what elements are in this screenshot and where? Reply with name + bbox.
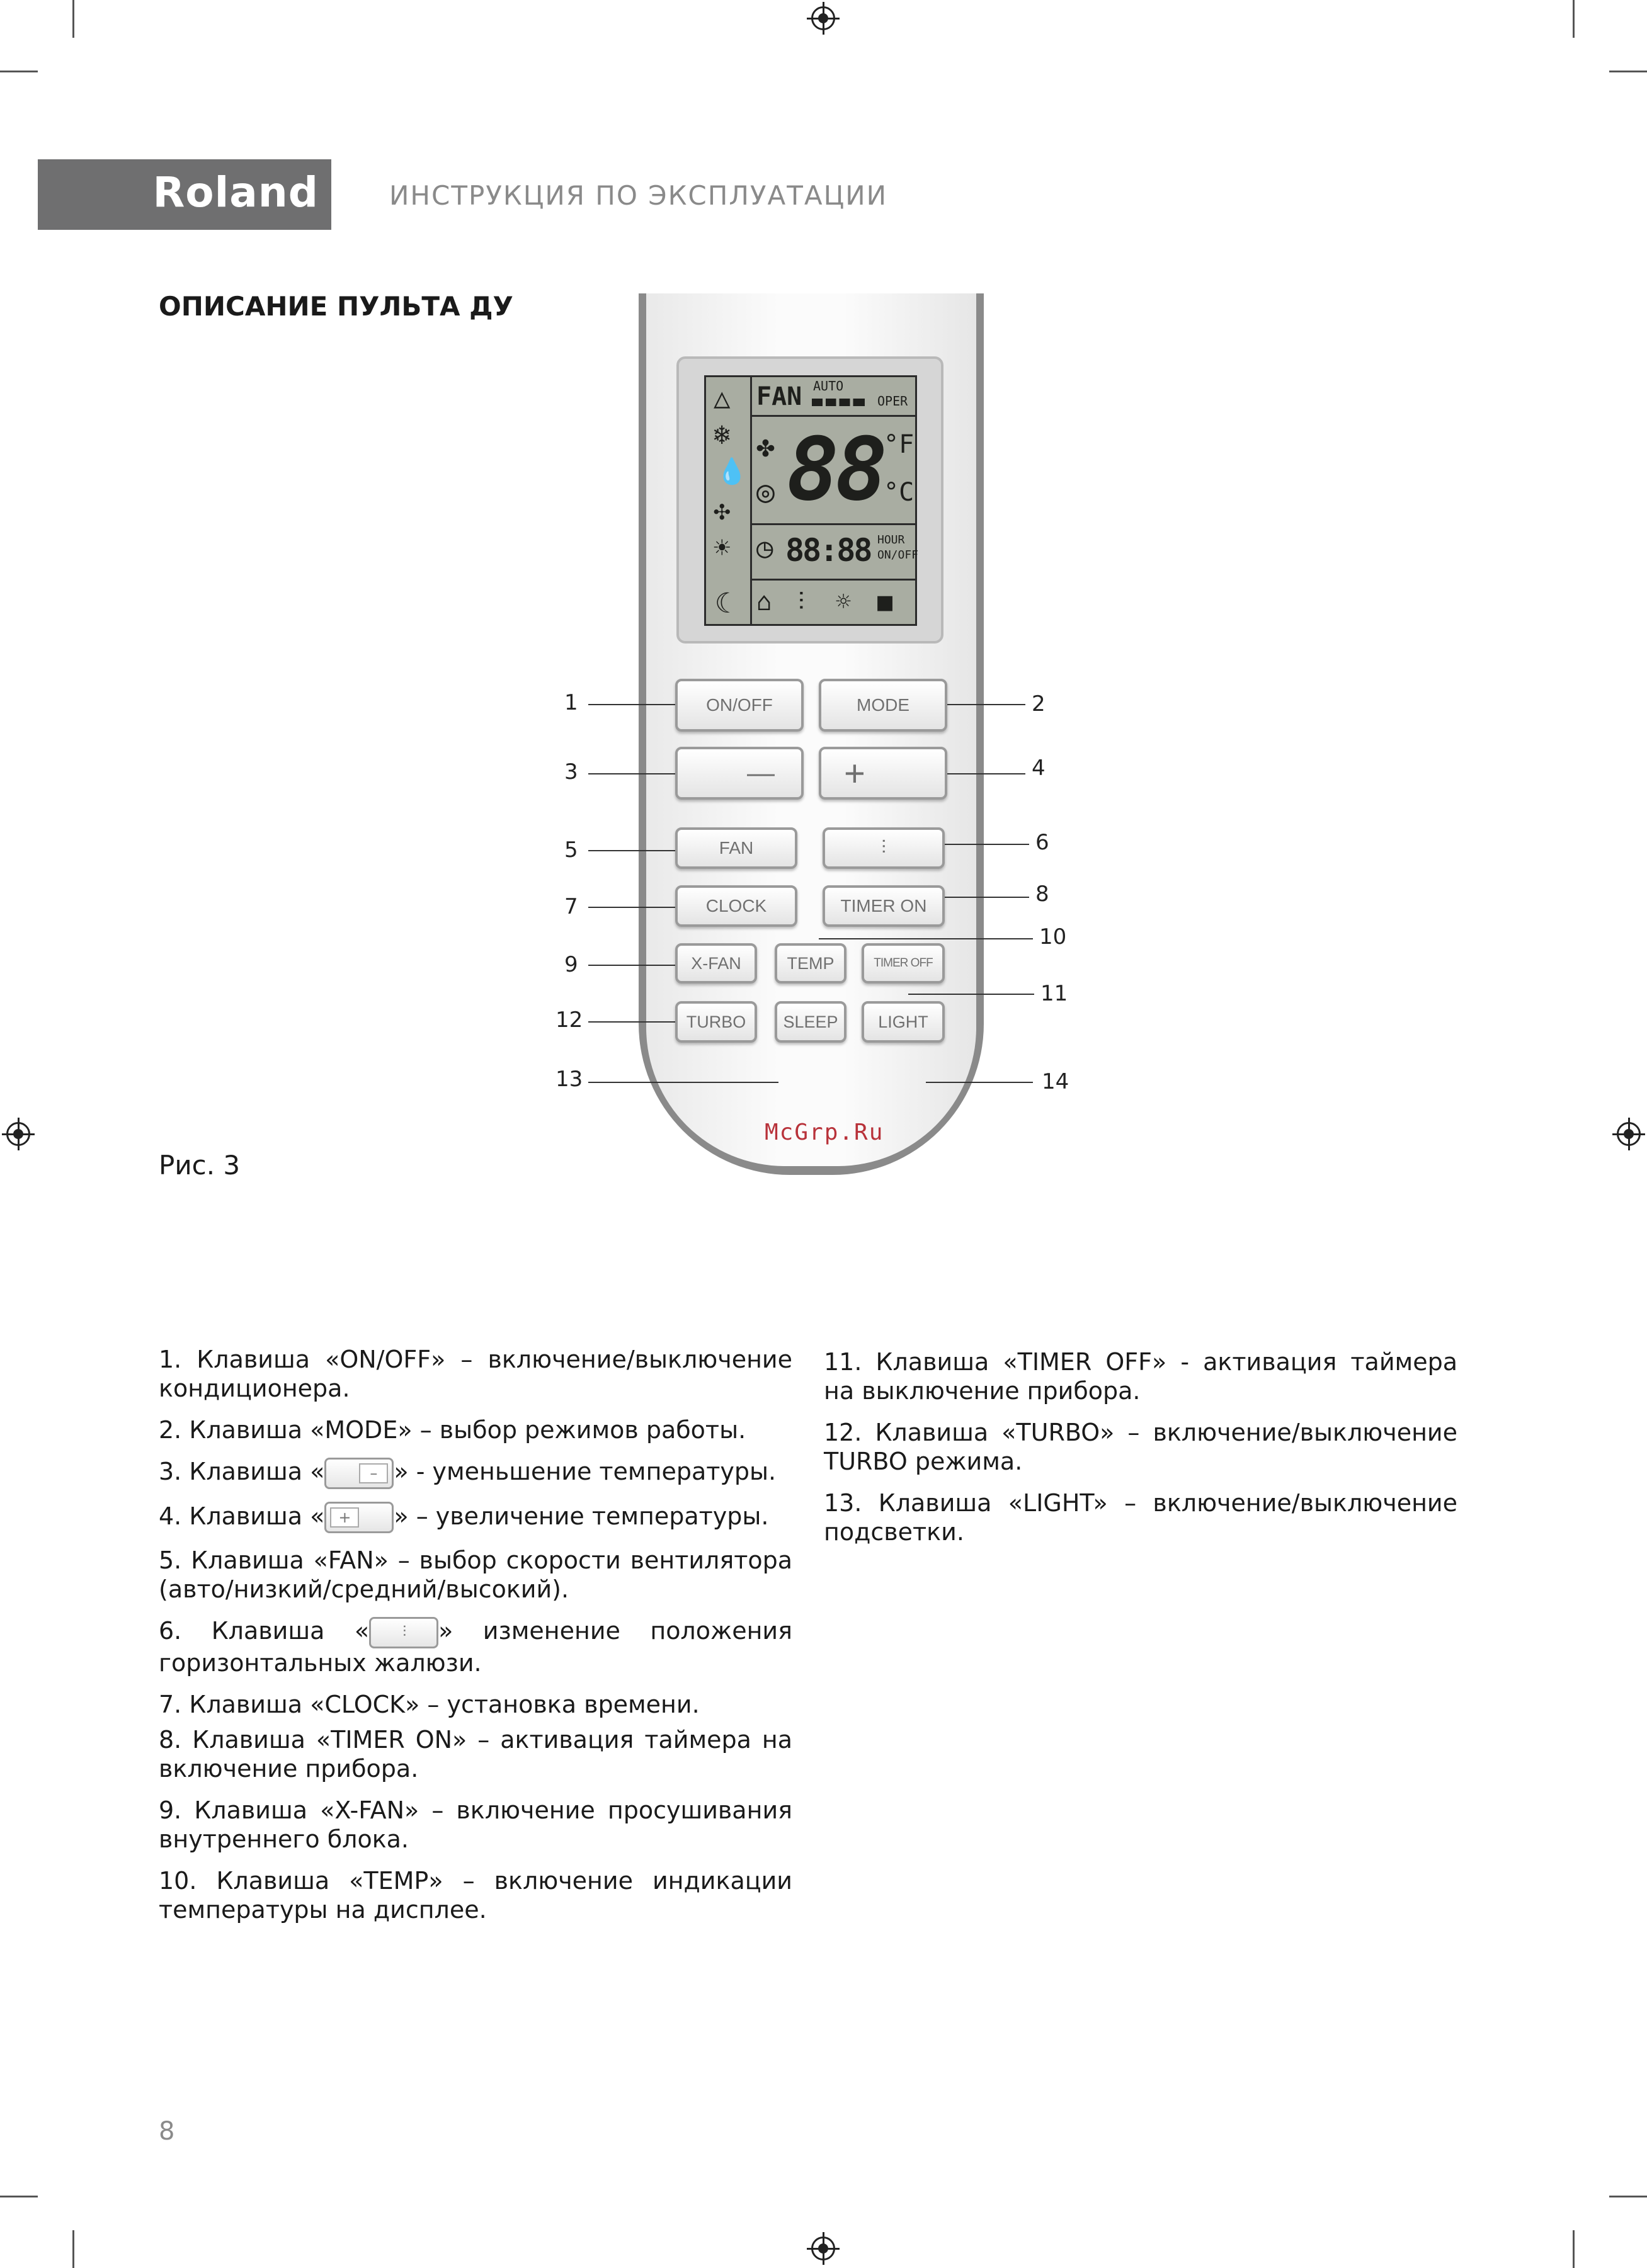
lcd-onoff-label: ON/OFF — [877, 548, 919, 562]
callout-1: 1 — [564, 690, 578, 715]
leader-line — [908, 994, 1034, 995]
crop-mark — [1609, 71, 1647, 72]
temp-button[interactable]: TEMP — [775, 943, 846, 984]
callout-7: 7 — [564, 894, 578, 919]
fan-mode-icon: ✣ — [714, 494, 731, 526]
callout-14: 14 — [1042, 1069, 1069, 1094]
leader-line — [588, 850, 675, 851]
lcd-fan-label: FAN — [756, 382, 802, 411]
registration-mark-icon — [811, 2237, 835, 2260]
crop-mark — [1573, 2230, 1575, 2268]
leader-line — [926, 1082, 1033, 1083]
clock-icon: ◷ — [756, 532, 773, 564]
crop-mark — [0, 71, 38, 72]
key-description-list-right — [824, 1347, 1457, 1559]
sleep-button[interactable]: SLEEP — [775, 1001, 846, 1043]
brand-logo — [38, 159, 331, 230]
callout-2: 2 — [1032, 691, 1046, 717]
leader-line — [947, 704, 1025, 705]
callout-13: 13 — [556, 1067, 583, 1092]
list-item: 2. Клавиша «MODE» – выбор режимов работы. — [159, 1416, 746, 1444]
list-item: 8. Клавиша «TIMER ON» – активация таймера на включение прибора. — [159, 1725, 792, 1783]
figure-caption: Рис. 3 — [159, 1150, 241, 1181]
lcd-fahrenheit: °F — [884, 430, 915, 459]
registration-mark-icon — [1617, 1122, 1641, 1146]
light-button[interactable]: LIGHT — [862, 1001, 945, 1043]
swing-button[interactable]: ⫶ — [823, 827, 945, 869]
page-header-title: ИНСТРУКЦИЯ ПО ЭКСПЛУАТАЦИИ — [389, 180, 888, 211]
fan-indicator-icon: ✤ — [756, 429, 775, 464]
callout-5: 5 — [564, 837, 578, 863]
list-item: 13. Клавиша «LIGHT» – включение/выключение подсветки. — [824, 1489, 1457, 1546]
leader-line — [588, 907, 675, 908]
callout-4: 4 — [1032, 756, 1046, 781]
leader-line — [588, 965, 675, 966]
swirl-indicator-icon: ◎ — [756, 474, 775, 509]
list-item: 1. Клавиша «ON/OFF» – включение/выключение кондиционера. — [159, 1346, 792, 1402]
brand-name: Roland — [152, 168, 319, 217]
lcd-display — [704, 375, 917, 626]
temp-down-button[interactable]: — — [675, 747, 804, 800]
lcd-celsius: °C — [884, 478, 915, 507]
temp-up-key-icon: + — [324, 1502, 394, 1533]
x-fan-button[interactable]: X-FAN — [675, 943, 757, 984]
leader-line — [588, 1082, 778, 1083]
light-icon: ☼ — [836, 587, 852, 616]
swing-key-icon: ⫶ — [369, 1617, 438, 1648]
list-item: 3. Клавиша « – » - уменьшение температуры. — [159, 1457, 792, 1489]
leader-line — [945, 897, 1029, 898]
list-item: 10. Клавиша «TEMP» – включение индикации температуры на дисплее. — [159, 1866, 792, 1924]
lcd-temperature-digits: 88 — [787, 419, 884, 520]
leader-line — [947, 773, 1025, 774]
mode-button[interactable]: MODE — [819, 679, 947, 732]
section-title: ОПИСАНИЕ ПУЛЬТА ДУ — [159, 291, 513, 322]
turbo-button[interactable]: TURBO — [675, 1001, 757, 1043]
key-description-list-left — [159, 1345, 792, 1937]
lcd-hour-label: HOUR — [877, 533, 905, 547]
fan-button[interactable]: FAN — [675, 827, 797, 869]
list-item: 11. Клавиша «TIMER OFF» - активация таймера на выключение прибора. — [824, 1348, 1457, 1405]
swing-icon: ⫶ — [798, 587, 804, 616]
callout-6: 6 — [1035, 830, 1049, 855]
auto-mode-icon: △ — [714, 382, 731, 414]
crop-mark — [72, 2230, 74, 2268]
cool-mode-icon: ❄ — [714, 419, 731, 451]
sleep-mode-icon: ☾ — [715, 587, 732, 620]
crop-mark — [1573, 0, 1575, 38]
leader-line — [819, 938, 1033, 939]
list-item: 4. Клавиша « + » – увеличение температуры. — [159, 1502, 792, 1534]
list-item: 6. Клавиша « ⫶ » изменение положения горизонтальных жалюзи. — [159, 1617, 792, 1677]
heat-mode-icon: ☀ — [714, 532, 731, 564]
watermark: McGrp.Ru — [765, 1120, 884, 1145]
lcd-clock-digits: 88:88 — [785, 532, 871, 569]
leader-line — [588, 773, 675, 774]
leader-line — [588, 704, 675, 705]
callout-12: 12 — [556, 1007, 583, 1033]
timer-off-button[interactable]: TIMER OFF — [862, 943, 945, 984]
registration-mark-icon — [811, 6, 835, 30]
page-number: 8 — [159, 2117, 175, 2146]
clock-button[interactable]: CLOCK — [675, 885, 797, 927]
home-icon: ⌂ — [756, 587, 772, 616]
list-item: 7. Клавиша «CLOCK» – установка времени. — [159, 1690, 700, 1718]
timer-on-button[interactable]: TIMER ON — [823, 885, 945, 927]
on-off-button[interactable]: ON/OFF — [675, 679, 804, 732]
temp-down-key-icon: – — [324, 1458, 394, 1489]
crop-mark — [72, 0, 74, 38]
leader-line — [945, 844, 1029, 845]
crop-mark — [0, 2196, 38, 2197]
callout-9: 9 — [564, 952, 578, 977]
leader-line — [588, 1021, 675, 1023]
list-item: 12. Клавиша «TURBO» – включение/выключение TURBO режима. — [824, 1419, 1457, 1475]
lcd-auto-label: AUTO — [813, 378, 844, 394]
fan-speed-bars — [812, 399, 865, 406]
callout-8: 8 — [1035, 882, 1049, 907]
list-item: 5. Клавиша «FAN» – выбор скорости вентилятора (авто/низкий/средний/высокий). — [159, 1546, 792, 1603]
callout-10: 10 — [1039, 924, 1067, 950]
temp-up-button[interactable]: + — [819, 747, 947, 800]
crop-mark — [1609, 2196, 1647, 2197]
callout-11: 11 — [1040, 981, 1068, 1006]
lock-icon: ■ — [877, 587, 893, 616]
lcd-oper-label: OPER — [877, 394, 908, 409]
registration-mark-icon — [6, 1122, 30, 1146]
list-item: 9. Клавиша «X-FAN» – включение просушивания внутреннего блока. — [159, 1796, 792, 1853]
callout-3: 3 — [564, 759, 578, 785]
dry-mode-icon: 💧 — [716, 457, 748, 486]
